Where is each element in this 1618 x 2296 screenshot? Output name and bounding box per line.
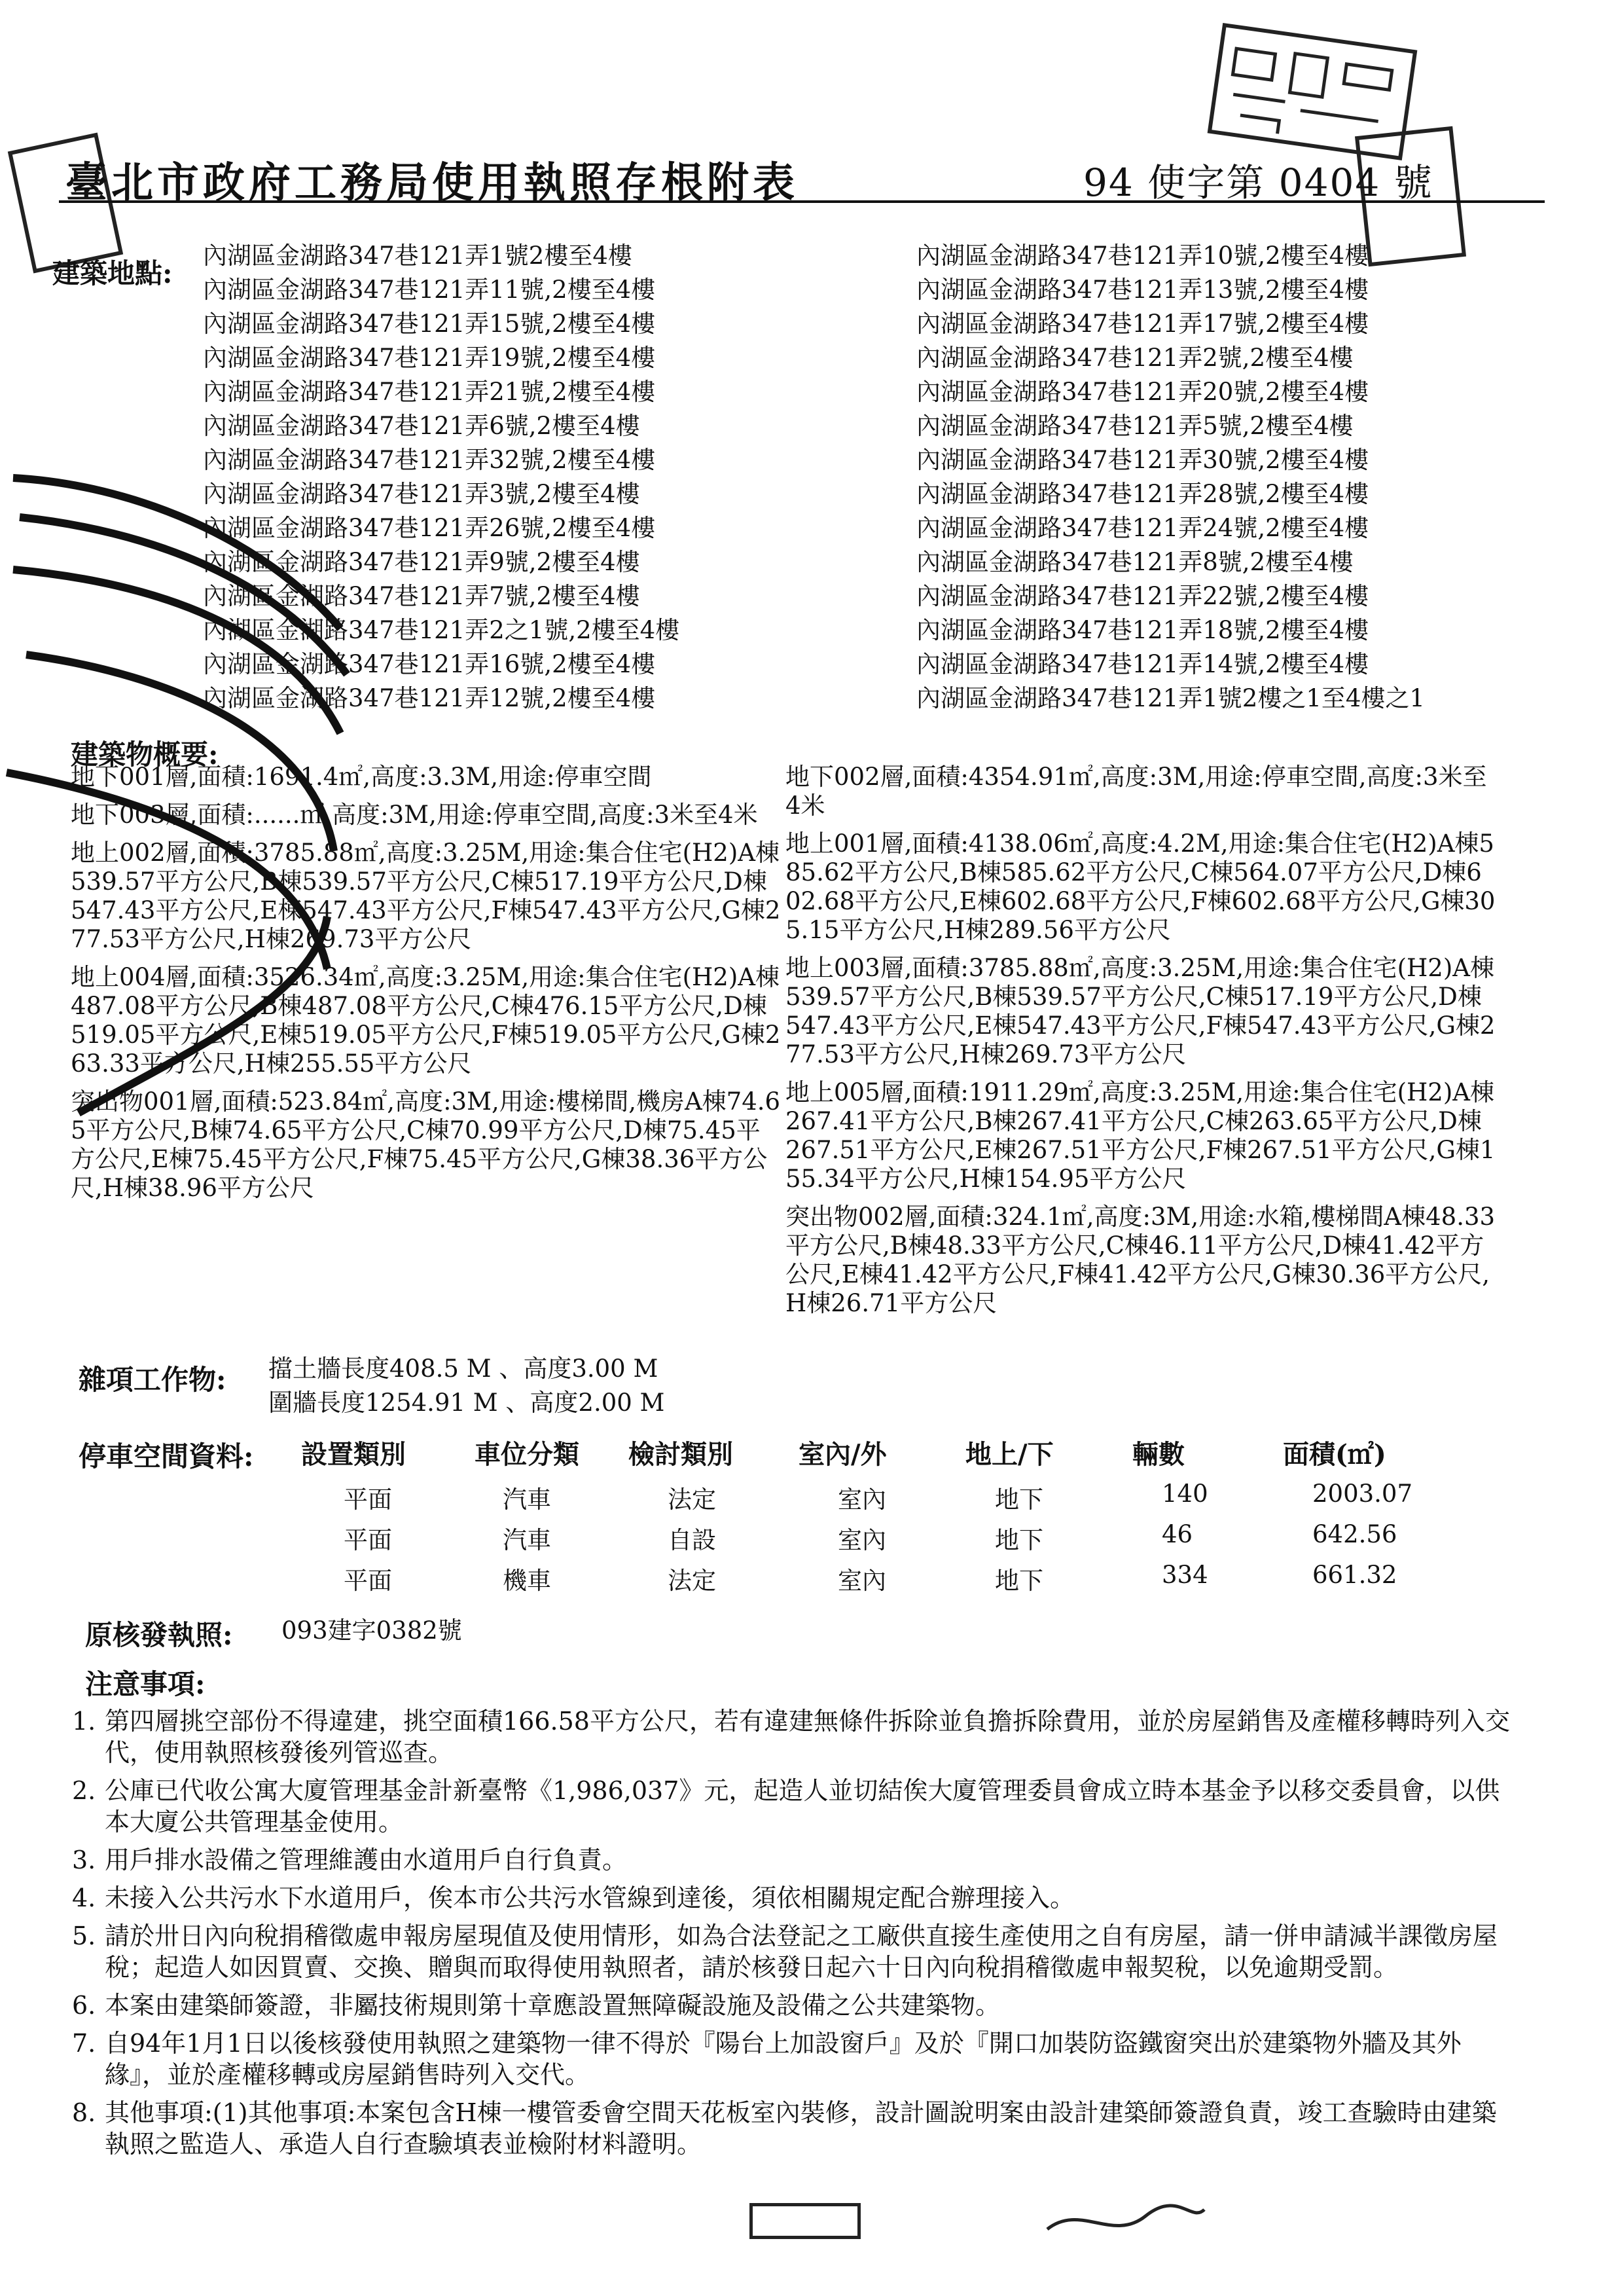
floor-summary: 突出物002層,面積:324.1㎡,高度:3M,用途:水箱,樓梯間A棟48.33平方公尺,B棟48.33平方公尺,C棟46.11平方公尺,D棟41.42平方公尺,E棟41.42平方公尺,F棟41.42平方公尺,G棟30.36平方公尺,H棟26.71平方公尺 — [785, 1203, 1496, 1317]
parking-cell: 平面 — [344, 1567, 392, 1595]
notes-label: 注意事項: — [85, 1668, 206, 1700]
parking-cell: 地下 — [995, 1526, 1043, 1554]
address-line: 內湖區金湖路347巷121弄30號,2樓至4樓 — [916, 446, 1369, 474]
parking-cell: 汽車 — [503, 1526, 551, 1554]
parking-cell: 2003.07 — [1312, 1480, 1413, 1508]
note-text: 未接入公共污水下水道用戶，俟本市公共污水管線到達後，須依相關規定配合辦理接入。 — [105, 1884, 1075, 1912]
note-item — [72, 1882, 1512, 1914]
address-line: 內湖區金湖路347巷121弄7號,2樓至4樓 — [203, 582, 640, 610]
misc-work-line: 擋土牆長度408.5 M 、高度3.00 M — [268, 1355, 658, 1383]
note-number: 5. — [72, 1922, 96, 1950]
address-label: 建築地點: — [52, 257, 173, 289]
parking-cell: 機車 — [503, 1567, 551, 1595]
notes-list — [72, 1705, 1512, 2166]
floor-summary: 突出物001層,面積:523.84㎡,高度:3M,用途:樓梯間,機房A棟74.65平方公尺,B棟74.65平方公尺,C棟70.99平方公尺,D棟75.45平方公尺,E棟75.45平方公尺,F棟75.45平方公尺,G棟38.36平方公尺,H棟38.96平方公尺 — [71, 1087, 781, 1202]
address-line: 內湖區金湖路347巷121弄1號2樓之1至4樓之1 — [916, 684, 1425, 712]
permit-number: 94 使字第 0404 號 — [1083, 160, 1433, 205]
original-permit-label: 原核發執照: — [85, 1619, 233, 1651]
address-line: 內湖區金湖路347巷121弄17號,2樓至4樓 — [916, 310, 1369, 338]
note-text: 其他事項:(1)其他事項:本案包含H棟一樓管委會空間天花板室內裝修，設計圖說明案由設計建築師簽證負責，竣工查驗時由建築執照之監造人、承造人自行查驗填表並檢附材料證明。 — [105, 2098, 1497, 2159]
parking-cell: 平面 — [344, 1526, 392, 1554]
address-line: 內湖區金湖路347巷121弄10號,2樓至4樓 — [916, 242, 1369, 270]
floor-summary: 地下003層,面積:......㎡,高度:3M,用途:停車空間,高度:3米至4米 — [71, 801, 758, 829]
misc-work-label: 雜項工作物: — [79, 1364, 226, 1396]
note-text: 自94年1月1日以後核發使用執照之建築物一律不得於『陽台上加設窗戶』及於『開口加裝防盜鐵窗突出於建築物外牆及其外緣』，並於產權移轉或房屋銷售時列入交代。 — [105, 2029, 1462, 2089]
parking-cell: 自設 — [668, 1526, 716, 1554]
title-divider — [59, 200, 1545, 203]
note-text: 用戶排水設備之管理維護由水道用戶自行負責。 — [105, 1846, 628, 1874]
note-item — [72, 1775, 1512, 1838]
note-item — [72, 1920, 1512, 1983]
address-line: 內湖區金湖路347巷121弄32號,2樓至4樓 — [203, 446, 656, 474]
note-number: 6. — [72, 1991, 96, 2020]
address-line: 內湖區金湖路347巷121弄16號,2樓至4樓 — [203, 650, 656, 678]
parking-cell: 室內 — [838, 1485, 886, 1514]
signature-mark — [1041, 2190, 1211, 2249]
parking-header-cell: 輛數 — [1132, 1439, 1185, 1470]
address-line: 內湖區金湖路347巷121弄3號,2樓至4樓 — [203, 480, 640, 508]
parking-cell: 汽車 — [503, 1485, 551, 1514]
address-line: 內湖區金湖路347巷121弄24號,2樓至4樓 — [916, 514, 1369, 542]
note-number: 4. — [72, 1884, 96, 1912]
address-line: 內湖區金湖路347巷121弄11號,2樓至4樓 — [203, 276, 656, 304]
parking-cell: 地下 — [995, 1567, 1043, 1595]
address-line: 內湖區金湖路347巷121弄1號2樓至4樓 — [203, 242, 632, 270]
parking-cell: 661.32 — [1312, 1561, 1397, 1589]
address-line: 內湖區金湖路347巷121弄8號,2樓至4樓 — [916, 548, 1354, 576]
parking-header-cell: 地上/下 — [965, 1439, 1054, 1470]
parking-header-cell: 設置類別 — [301, 1439, 406, 1470]
parking-cell: 334 — [1162, 1561, 1208, 1589]
address-line: 內湖區金湖路347巷121弄12號,2樓至4樓 — [203, 684, 656, 712]
floor-summary: 地下002層,面積:4354.91㎡,高度:3M,用途:停車空間,高度:3米至4米 — [785, 763, 1487, 820]
address-line: 內湖區金湖路347巷121弄6號,2樓至4樓 — [203, 412, 640, 440]
parking-cell: 平面 — [344, 1485, 392, 1514]
note-text: 請於卅日內向稅捐稽徵處申報房屋現值及使用情形，如為合法登記之工廠供直接生產使用之自有房屋，請一併申請減半課徵房屋稅；起造人如因買賣、交換、贈與而取得使用執照者，請於核發日起六十日內向稅捐稽徵處申報契稅，以免逾期受罰。 — [105, 1922, 1498, 1982]
address-list-left — [203, 239, 679, 716]
parking-cell: 642.56 — [1312, 1520, 1397, 1548]
parking-header-cell: 檢討類別 — [628, 1439, 733, 1470]
note-text: 公庫已代收公寓大廈管理基金計新臺幣《1,986,037》元，起造人並切結俟大廈管理委員會成立時本基金予以移交委員會，以供本大廈公共管理基金使用。 — [105, 1776, 1500, 1836]
address-line: 內湖區金湖路347巷121弄21號,2樓至4樓 — [203, 378, 656, 406]
parking-cell: 室內 — [838, 1526, 886, 1554]
parking-cell: 法定 — [668, 1567, 716, 1595]
note-item — [72, 2028, 1512, 2090]
parking-label: 停車空間資料: — [79, 1440, 254, 1472]
note-text: 第四層挑空部份不得違建，挑空面積166.58平方公尺，若有違建無條件拆除並負擔拆除費用，並於房屋銷售及產權移轉時列入交代，使用執照核發後列管巡查。 — [105, 1707, 1510, 1767]
note-number: 3. — [72, 1846, 96, 1874]
summary-left-column — [71, 763, 781, 1212]
floor-summary: 地上002層,面積:3785.88㎡,高度:3.25M,用途:集合住宅(H2)A棟539.57平方公尺,B棟539.57平方公尺,C棟517.19平方公尺,D棟547.43平方公尺,E棟547.43平方公尺,F棟547.43平方公尺,G棟277.53平方公尺,H棟269.73平方公尺 — [71, 839, 781, 953]
parking-header-cell: 室內/外 — [799, 1439, 887, 1470]
parking-header-cell: 面積(㎡) — [1283, 1439, 1386, 1470]
address-line: 內湖區金湖路347巷121弄19號,2樓至4樓 — [203, 344, 656, 372]
parking-cell: 地下 — [995, 1485, 1043, 1514]
summary-right-column — [785, 763, 1496, 1327]
note-item — [72, 2097, 1512, 2160]
parking-cell: 140 — [1162, 1480, 1208, 1508]
floor-summary: 地上003層,面積:3785.88㎡,高度:3.25M,用途:集合住宅(H2)A棟539.57平方公尺,B棟539.57平方公尺,C棟517.19平方公尺,D棟547.43平方公尺,E棟547.43平方公尺,F棟547.43平方公尺,G棟277.53平方公尺,H棟269.73平方公尺 — [785, 954, 1496, 1068]
note-number: 8. — [72, 2098, 96, 2127]
note-number: 1. — [72, 1707, 96, 1736]
address-line: 內湖區金湖路347巷121弄28號,2樓至4樓 — [916, 480, 1369, 508]
document-title: 臺北市政府工務局使用執照存根附表 — [65, 158, 799, 208]
original-permit-value: 093建字0382號 — [281, 1616, 462, 1645]
floor-summary: 地上005層,面積:1911.29㎡,高度:3.25M,用途:集合住宅(H2)A棟267.41平方公尺,B棟267.41平方公尺,C棟263.65平方公尺,D棟267.51平方公尺,E棟267.51平方公尺,F棟267.51平方公尺,G棟155.34平方公尺,H棟154.95平方公尺 — [785, 1078, 1496, 1193]
address-line: 內湖區金湖路347巷121弄26號,2樓至4樓 — [203, 514, 656, 542]
address-line: 內湖區金湖路347巷121弄9號,2樓至4樓 — [203, 548, 640, 576]
address-list-right — [916, 239, 1425, 716]
address-line: 內湖區金湖路347巷121弄18號,2樓至4樓 — [916, 616, 1369, 644]
summary-label: 建築物概要: — [71, 738, 219, 771]
note-item — [72, 1990, 1512, 2021]
bottom-stamp — [749, 2203, 861, 2239]
floor-summary: 地上001層,面積:4138.06㎡,高度:4.2M,用途:集合住宅(H2)A棟585.62平方公尺,B棟585.62平方公尺,C棟564.07平方公尺,D棟602.68平方公尺,E棟602.68平方公尺,F棟602.68平方公尺,G棟305.15平方公尺,H棟289.56平方公尺 — [785, 829, 1496, 944]
address-line: 內湖區金湖路347巷121弄20號,2樓至4樓 — [916, 378, 1369, 406]
address-line: 內湖區金湖路347巷121弄2號,2樓至4樓 — [916, 344, 1354, 372]
floor-summary: 地上004層,面積:3526.34㎡,高度:3.25M,用途:集合住宅(H2)A棟487.08平方公尺,B棟487.08平方公尺,C棟476.15平方公尺,D棟519.05平方公尺,E棟519.05平方公尺,F棟519.05平方公尺,G棟263.33平方公尺,H棟255.55平方公尺 — [71, 963, 781, 1078]
parking-header-cell: 車位分類 — [475, 1439, 579, 1470]
note-number: 2. — [72, 1776, 96, 1805]
parking-cell: 法定 — [668, 1485, 716, 1514]
address-line: 內湖區金湖路347巷121弄5號,2樓至4樓 — [916, 412, 1354, 440]
note-text: 本案由建築師簽證，非屬技術規則第十章應設置無障礙設施及設備之公共建築物。 — [105, 1991, 1001, 2020]
parking-cell: 室內 — [838, 1567, 886, 1595]
address-line: 內湖區金湖路347巷121弄15號,2樓至4樓 — [203, 310, 656, 338]
floor-summary: 地下001層,面積:1691.4㎡,高度:3.3M,用途:停車空間 — [71, 763, 652, 791]
note-item — [72, 1705, 1512, 1768]
note-item — [72, 1844, 1512, 1876]
address-line: 內湖區金湖路347巷121弄22號,2樓至4樓 — [916, 582, 1369, 610]
address-line: 內湖區金湖路347巷121弄13號,2樓至4樓 — [916, 276, 1369, 304]
note-number: 7. — [72, 2029, 96, 2058]
address-line: 內湖區金湖路347巷121弄14號,2樓至4樓 — [916, 650, 1369, 678]
parking-cell: 46 — [1162, 1520, 1193, 1548]
address-line: 內湖區金湖路347巷121弄2之1號,2樓至4樓 — [203, 616, 680, 644]
misc-work-line: 圍牆長度1254.91 M 、高度2.00 M — [268, 1389, 665, 1417]
